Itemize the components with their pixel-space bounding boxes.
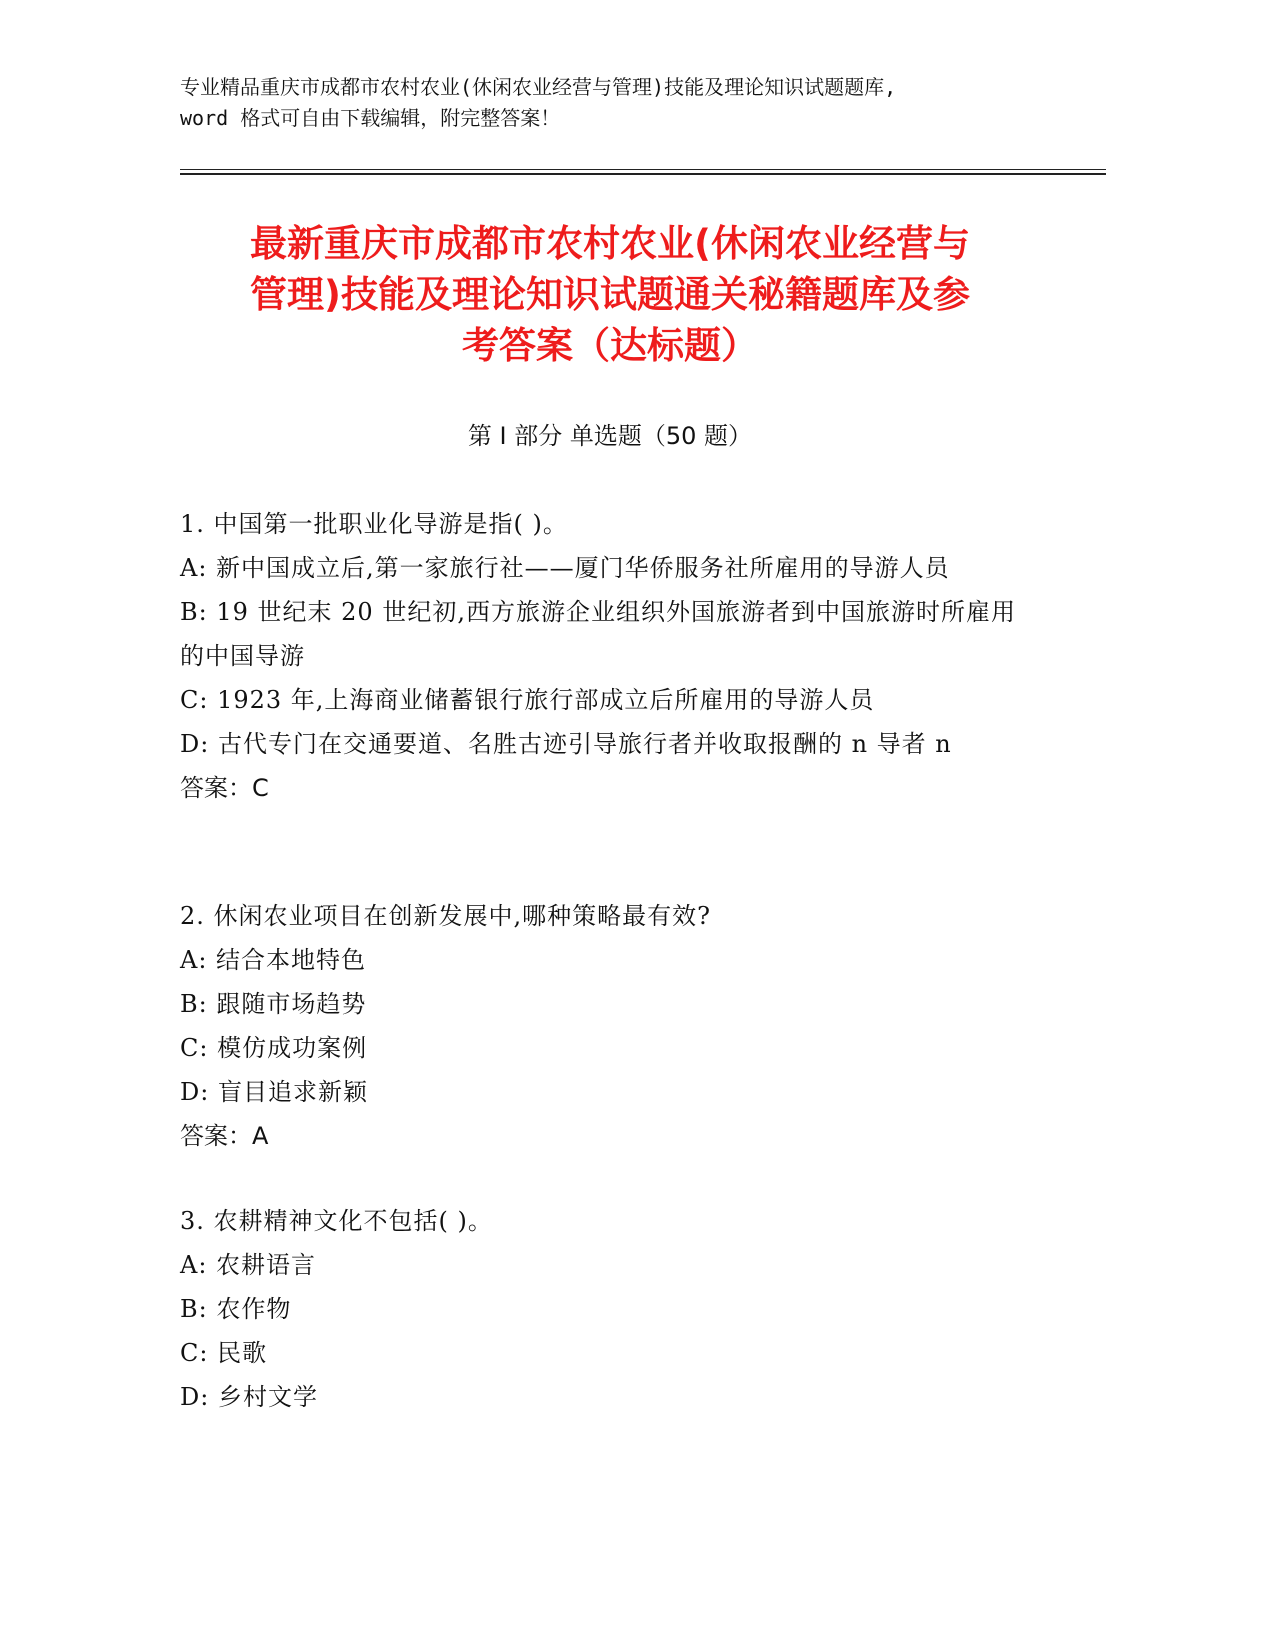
document-title-line-2: 管理)技能及理论知识试题通关秘籍题库及参 [250, 273, 970, 316]
question-2 [180, 894, 1040, 1158]
answer: 答案：A [180, 1122, 269, 1150]
header-divider-thick [180, 173, 1106, 175]
document-title [180, 218, 1040, 371]
option-b: B: 农作物 [180, 1295, 292, 1323]
question-stem: 2. 休闲农业项目在创新发展中,哪种策略最有效? [180, 902, 712, 930]
question-1 [180, 502, 1040, 810]
option-d: D: 乡村文学 [180, 1383, 318, 1411]
section-title: 第 I 部分 单选题（50 题） [467, 422, 753, 450]
header-divider-thin [180, 169, 1106, 170]
header-note-line-2: word 格式可自由下载编辑，附完整答案！ [180, 106, 561, 130]
question-3 [180, 1199, 1040, 1419]
option-a: A: 结合本地特色 [180, 946, 367, 974]
option-a: A: 农耕语言 [180, 1251, 317, 1279]
answer: 答案：C [180, 774, 269, 802]
option-c: C: 1923 年,上海商业储蓄银行旅行部成立后所雇用的导游人员 [180, 686, 875, 714]
option-c: C: 模仿成功案例 [180, 1034, 368, 1062]
option-d: D: 盲目追求新颖 [180, 1078, 368, 1106]
document-title-line-3: 考答案（达标题） [462, 324, 758, 367]
header-note-line-1: 专业精品重庆市成都市农村农业(休闲农业经营与管理)技能及理论知识试题题库, [180, 75, 897, 99]
question-stem: 1. 中国第一批职业化导游是指( )。 [180, 510, 568, 538]
option-c: C: 民歌 [180, 1339, 268, 1367]
option-b: B: 19 世纪末 20 世纪初,西方旅游企业组织外国旅游者到中国旅游时所雇用的中国导游 [180, 598, 1016, 670]
option-b: B: 跟随市场趋势 [180, 990, 367, 1018]
header-note [180, 72, 1080, 134]
document-title-line-1: 最新重庆市成都市农村农业(休闲农业经营与 [250, 222, 970, 265]
option-d: D: 古代专门在交通要道、名胜古迹引导旅行者并收取报酬的 n 导者 n [180, 730, 952, 758]
option-a: A: 新中国成立后,第一家旅行社——厦门华侨服务社所雇用的导游人员 [180, 554, 950, 582]
question-stem: 3. 农耕精神文化不包括( )。 [180, 1207, 493, 1235]
